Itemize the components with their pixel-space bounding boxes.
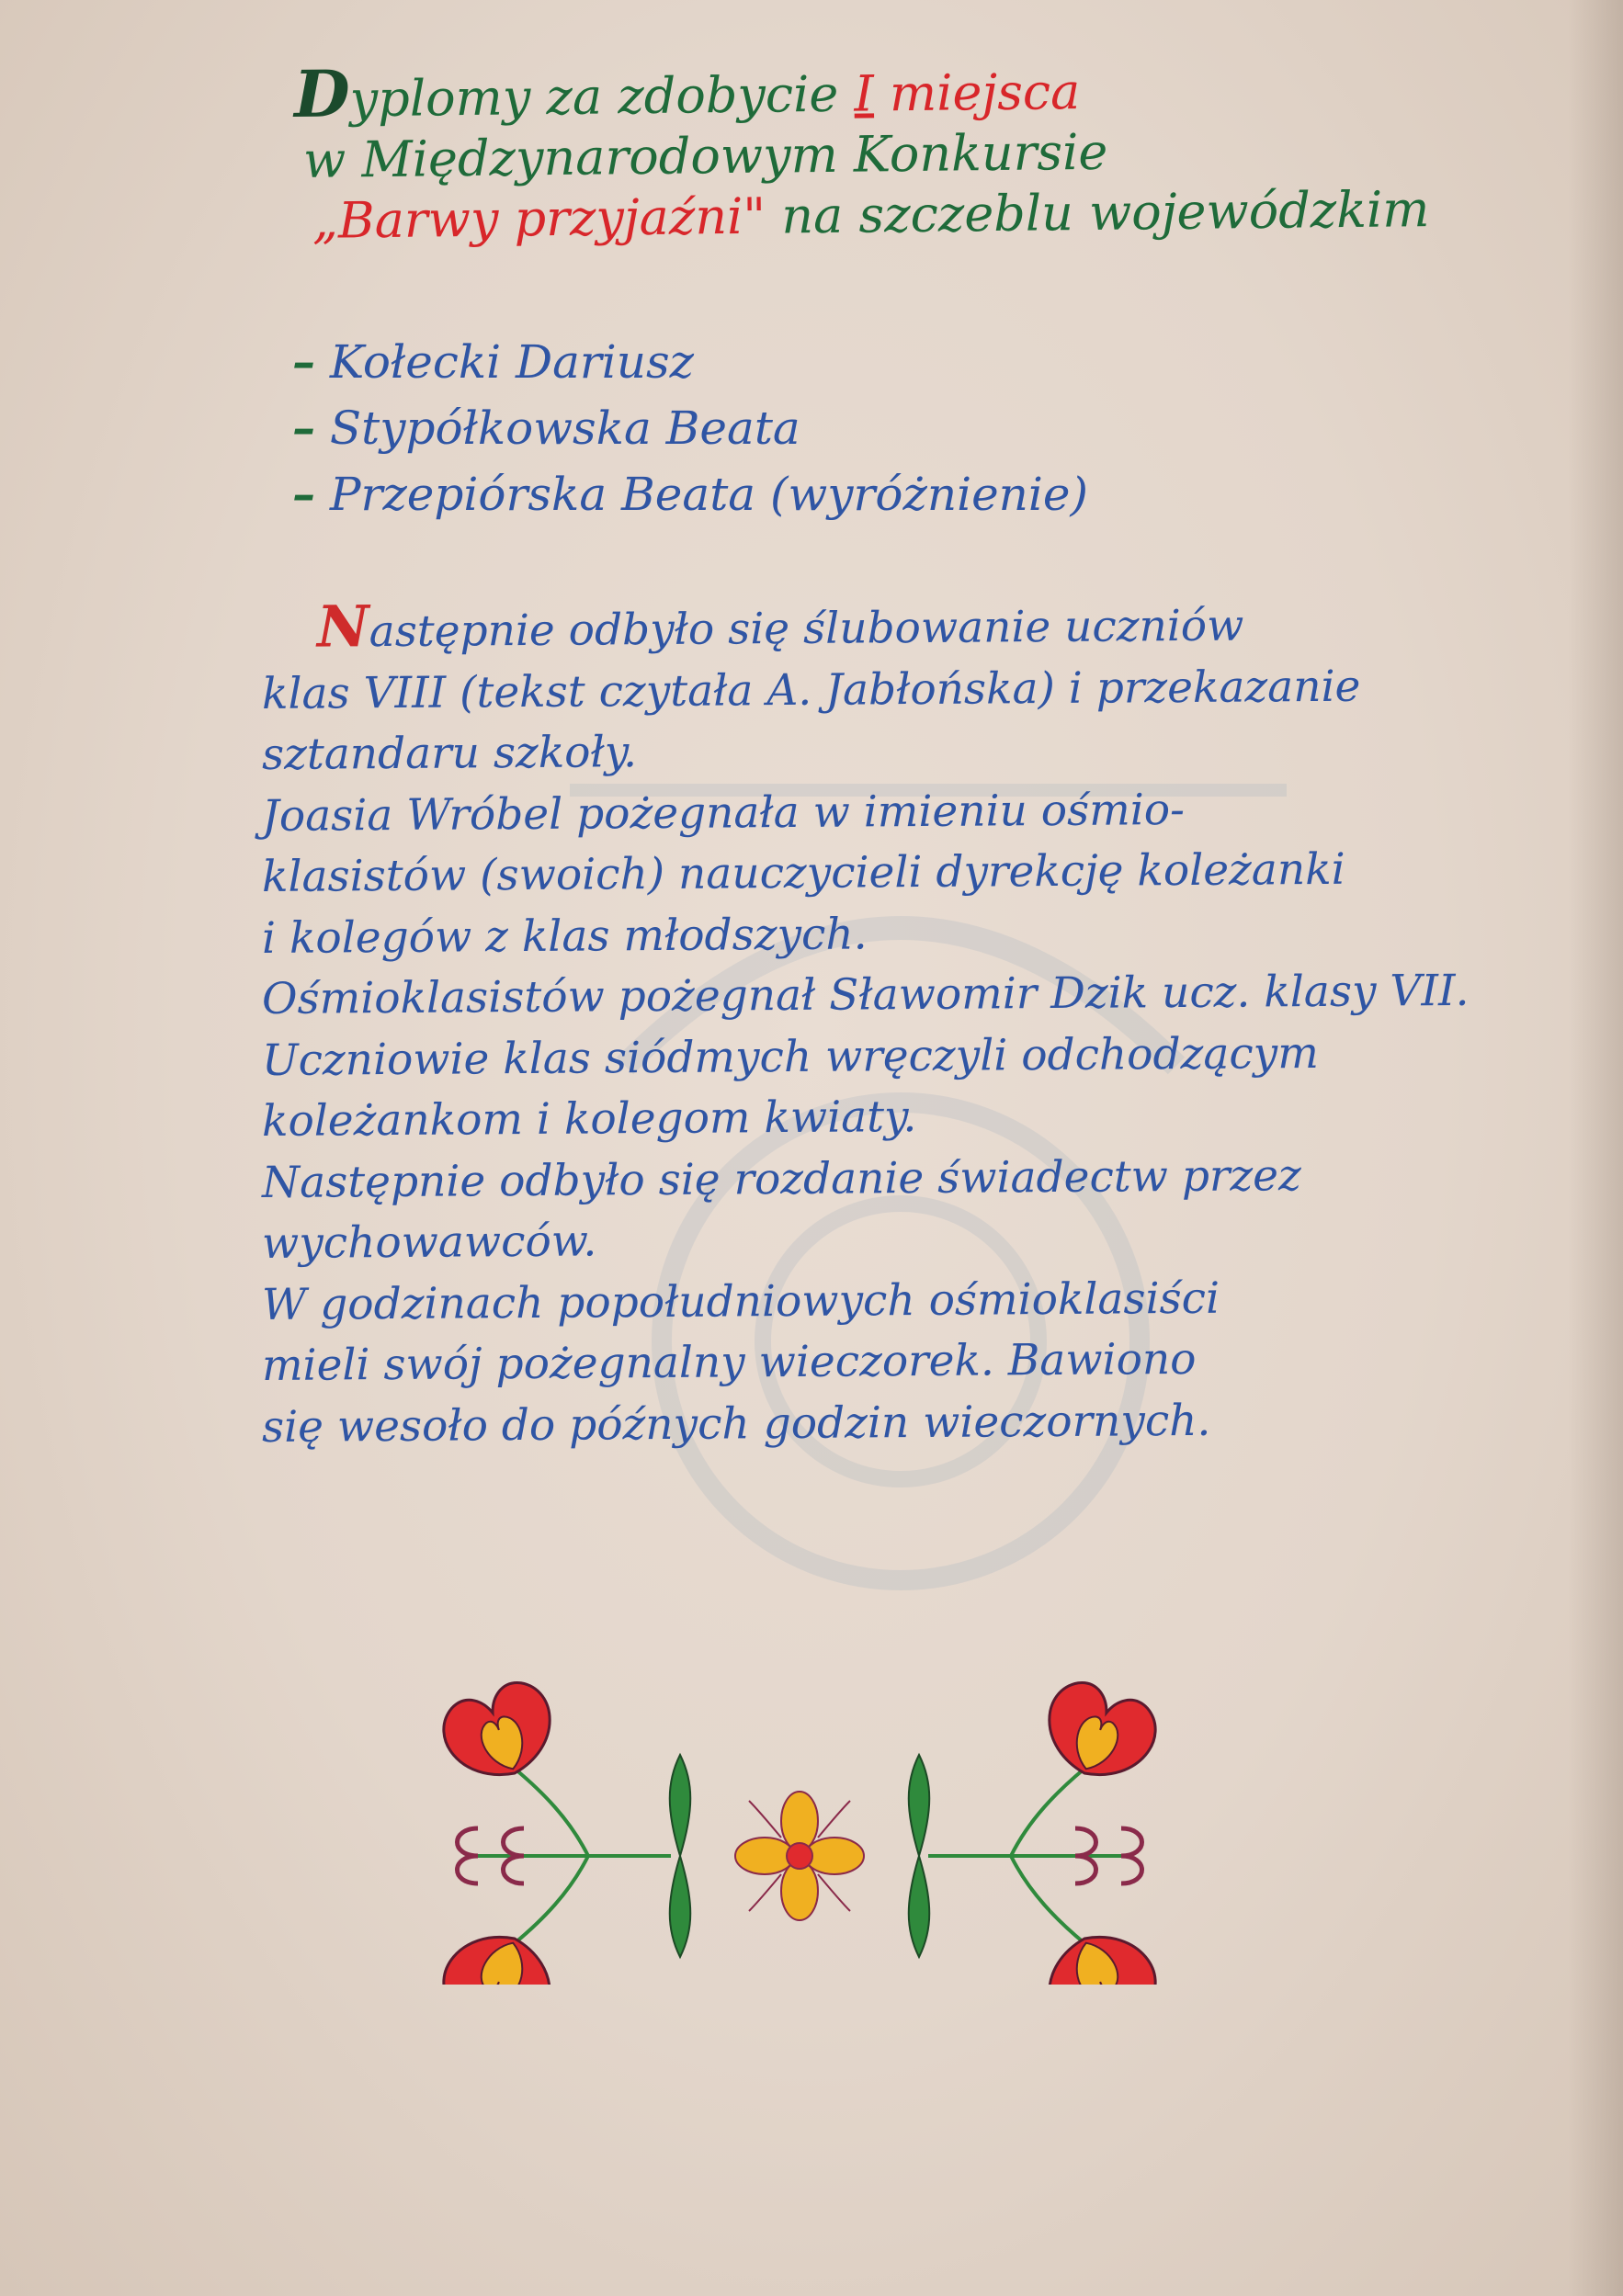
folk-flower-ornament: [404, 1681, 1231, 1985]
heading-line-2: w Międzynarodowym Konkursie: [302, 122, 1108, 189]
paragraph-line: Uczniowie klas siódmych wręczyli odchodzącym: [261, 1027, 1319, 1086]
list-item: [292, 329, 1088, 395]
right-branch: [909, 1681, 1164, 1985]
heading-place-word: miejsca: [873, 62, 1081, 123]
paragraph-line-text: astępnie odbyło się ślubowanie uczniów: [369, 600, 1244, 658]
center-flower: [735, 1792, 864, 1920]
left-branch: [435, 1681, 690, 1985]
paragraph-line: Joasia Wróbel pożegnała w imieniu ośmio-: [261, 784, 1186, 842]
heading-line-3: [294, 177, 1600, 252]
heading-initial: D: [293, 55, 351, 132]
paragraph-line: sztandaru szkoły.: [261, 727, 638, 780]
page-edge-shadow: [1568, 0, 1623, 2296]
paragraph-line: klasistów (swoich) nauczycieli dyrekcję koleżanki: [261, 843, 1345, 902]
awardee-name: Kołecki Dariusz: [329, 335, 694, 389]
heading-roman-numeral: I: [854, 64, 875, 123]
list-dash: –: [292, 467, 315, 521]
awardee-name: Przepiórska Beata (wyróżnienie): [329, 468, 1088, 521]
awardee-list: [292, 329, 1088, 527]
paragraph-line: i kolegów z klas młodszych.: [261, 908, 868, 964]
list-dash: –: [292, 334, 315, 389]
heading-line-1-text: yplomy za zdobycie: [349, 64, 855, 129]
paragraph-line: klas VIII (tekst czytała A. Jabłońska) i przekazanie: [261, 661, 1361, 719]
paragraph-line: koleżankom i kolegom kwiaty.: [261, 1091, 917, 1147]
paragraph-line: mieli swój pożegnalny wieczorek. Bawiono: [261, 1333, 1197, 1391]
paragraph-line: Następnie odbyło się rozdanie świadectw przez: [261, 1149, 1301, 1208]
list-item: [292, 461, 1088, 527]
heading-contest-name: „Barwy przyjaźni": [312, 187, 766, 250]
paragraph-line: Ośmioklasistów pożegnał Sławomir Dzik ucz. klasy VII.: [261, 965, 1470, 1024]
heading-level: na szczeblu wojewódzkim: [765, 180, 1430, 245]
awardee-name: Stypółkowska Beata: [329, 402, 800, 455]
list-dash: –: [292, 401, 315, 455]
paragraph-line: wychowawców.: [261, 1216, 597, 1269]
paragraph-line: [262, 588, 1585, 664]
paragraph-line: W godzinach popołudniowych ośmioklasiści: [261, 1272, 1220, 1330]
paragraph-initial: N: [316, 593, 369, 661]
diploma-heading: [293, 55, 1599, 252]
ceremony-paragraph: [261, 593, 1585, 1458]
list-item: [292, 395, 1088, 461]
paragraph-line: się wesoło do późnych godzin wieczornych.: [261, 1395, 1211, 1453]
